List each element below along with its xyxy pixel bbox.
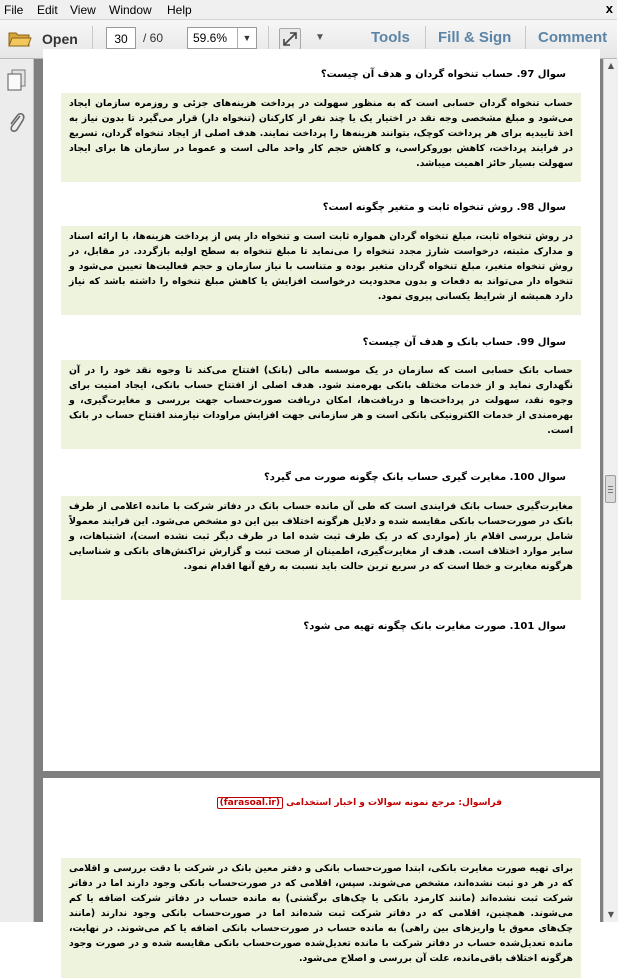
comment-button[interactable]: Comment (538, 29, 608, 46)
vertical-scrollbar[interactable] (603, 59, 618, 922)
attachments-icon[interactable] (7, 111, 26, 135)
menu-file[interactable]: File (4, 3, 24, 17)
pdf-page (43, 778, 600, 978)
folder-icon (8, 30, 32, 48)
question-title: سوال 100. مغایرت گیری حساب بانک چگونه صورت می گیرد؟ (263, 472, 566, 483)
close-icon[interactable]: x (605, 1, 613, 16)
grip-line (608, 489, 613, 490)
page-total: / 60 (143, 31, 164, 45)
navigation-pane (0, 59, 34, 922)
menu-view[interactable]: View (70, 3, 96, 17)
tools-button[interactable]: Tools (371, 29, 410, 46)
menu-edit[interactable]: Edit (37, 3, 58, 17)
grip-line (608, 486, 613, 487)
answer-block: برای تهیه صورت مغایرت بانکی، ابتدا صورت‌حساب بانکی و دفتر معین بانک در شرکت با دقت بررسی و اقلامی که در هر دو ثبت نشده‌اند، مشخص می‌شوند. سپس، اقلامی که در صورت‌حساب بانکی وجود دارند اما در دفاتر شرکت ثبت نشده‌اند (مانند کارمزد بانکی یا چک‌های برگشتی) به مانده حساب در دفاتر شرکت اضافه یا کم می‌شوند. همچنین، اقلامی که در دفاتر شرکت ثبت شده‌اند اما در صورت‌حساب بانکی وجود ندارند (مانند چک‌های معوق یا واریزهای بین راهی) به مانده حساب در صورت‌حساب بانکی اضافه یا کم می‌شوند. در نهایت، مانده تعدیل‌شده حساب در دفاتر شرکت با مانده تعدیل‌شده صورت‌حساب بانکی مقایسه شده و در صورت وجود هرگونه اختلاف باقی‌مانده، علت آن بررسی و اصلاح می‌شود. (61, 858, 581, 978)
more-tools-icon[interactable]: ▼ (315, 32, 325, 43)
question-title: سوال 98. روش تنخواه ثابت و متغیر چگونه است؟ (322, 202, 566, 213)
page-header (217, 798, 502, 808)
answer-block: در روش تنخواه ثابت، مبلغ تنخواه گردان همواره ثابت است و تنخواه دار پس از پرداخت هزینه‌ها، با ارائه اسناد و مدارک مثبته، درخواست شارژ مجدد تنخواه را می‌نماید تا مبلغ تنخواه به سطح اولیه بازگردد. در مقابل، در روش تنخواه متغیر، مبلغ تنخواه گردان متغیر بوده و متناسب با نیاز سازمان و حجم فعالیت‌ها تعیین می‌شود و تنخواه دار می‌تواند به دفعات و بدون محدودیت درخواست افزایش یا کاهش مبلغ تنخواه را داشته باشد که نیاز دارد همیشه از شرایط یکسانی پیروی نمود. (61, 226, 581, 315)
page-number-input[interactable]: 30 (106, 27, 136, 49)
open-label: Open (42, 31, 78, 47)
chevron-down-icon[interactable]: ▼ (237, 28, 256, 48)
zoom-value: 59.6% (193, 31, 228, 45)
scroll-down-icon[interactable]: ▼ (607, 910, 615, 919)
menu-window[interactable]: Window (109, 3, 152, 17)
answer-block: مغایرت‌گیری حساب بانک فرایندی است که طی آن مانده حساب بانک در دفاتر شرکت با مانده اعلامی از طرف بانک در صورت‌حساب بانکی مقایسه شده و دلایل هرگونه اختلاف بین این دو مشخص می‌شود. این فرایند معمولاً شامل بررسی اقلام باز (مواردی که در یک طرف ثبت شده اما در طرف دیگر ثبت نشده است)، اشتباهات، و سایر موارد اختلاف است. هدف از مغایرت‌گیری، اطمینان از صحت ثبت و گزارش تراکنش‌های بانکی و شناسایی هرگونه مغایرت و خطا است که در سریع ترین حالت باید نسبت به رفع آنها اقدام نمود. (61, 496, 581, 600)
fill-sign-button[interactable]: Fill & Sign (438, 29, 512, 46)
fit-page-icon[interactable] (279, 28, 301, 50)
question-title: سوال 101. صورت مغایرت بانک چگونه تهیه می شود؟ (303, 621, 566, 632)
document-viewport[interactable] (34, 59, 603, 964)
scroll-up-icon[interactable]: ▲ (607, 61, 615, 70)
scrollbar-thumb[interactable] (605, 475, 616, 503)
question-title: سوال 97. حساب تنخواه گردان و هدف آن چیست؟ (320, 69, 566, 80)
zoom-select[interactable] (187, 27, 257, 49)
menu-help[interactable]: Help (167, 3, 192, 17)
answer-block: حساب بانک حسابی است که سازمان در یک موسسه مالی (بانک) افتتاح می‌کند تا وجوه نقد خود را در آن نگهداری نماید و از خدمات مختلف بانکی بهره‌مند شود. هدف اصلی از افتتاح حساب بانکی، ایجاد امنیت برای وجوه نقد، سهولت در پرداخت‌ها و دریافت‌ها، امکان دریافت صورت‌حساب جهت بررسی و مغایرت‌گیری، و بهره‌مندی از خدمات الکترونیکی بانکی است و هر سازمانی جهت افزایش مراودات نیازمند افتتاح حساب در بانک است. (61, 360, 581, 449)
header-text: فراسوال: مرجع نمونه سوالات و اخبار استخدامی (286, 798, 502, 808)
menu-bar (0, 0, 617, 20)
answer-block: حساب تنخواه گردان حسابی است که به منظور سهولت در پرداخت هزینه‌های جزئی و روزمره سازمان ایجاد می‌شود و مبلغ مشخصی وجه نقد در اختیار یک یا چند نفر از کارکنان (تنخواه دار) قرار می‌گیرد تا بدون نیاز به اخذ تاییدیه برای هر پرداخت کوچک، بتوانند هزینه‌ها را پرداخت نمایند. هدف اصلی از ایجاد تنخواه گردان، تسریع در فرایند پرداخت، کاهش بوروکراسی، و کاهش حجم کار واحد مالی است و عموما در سازمان ها برای ایجاد سهولت بسیار حائز اهمیت میباشد. (61, 93, 581, 182)
header-site-link[interactable]: (farasoal.ir) (217, 797, 283, 809)
grip-line (608, 492, 613, 493)
pdf-page (43, 49, 600, 771)
expand-arrows-icon (280, 29, 300, 49)
page-thumbnails-icon[interactable] (7, 69, 26, 91)
question-title: سوال 99. حساب بانک و هدف آن چیست؟ (362, 337, 566, 348)
